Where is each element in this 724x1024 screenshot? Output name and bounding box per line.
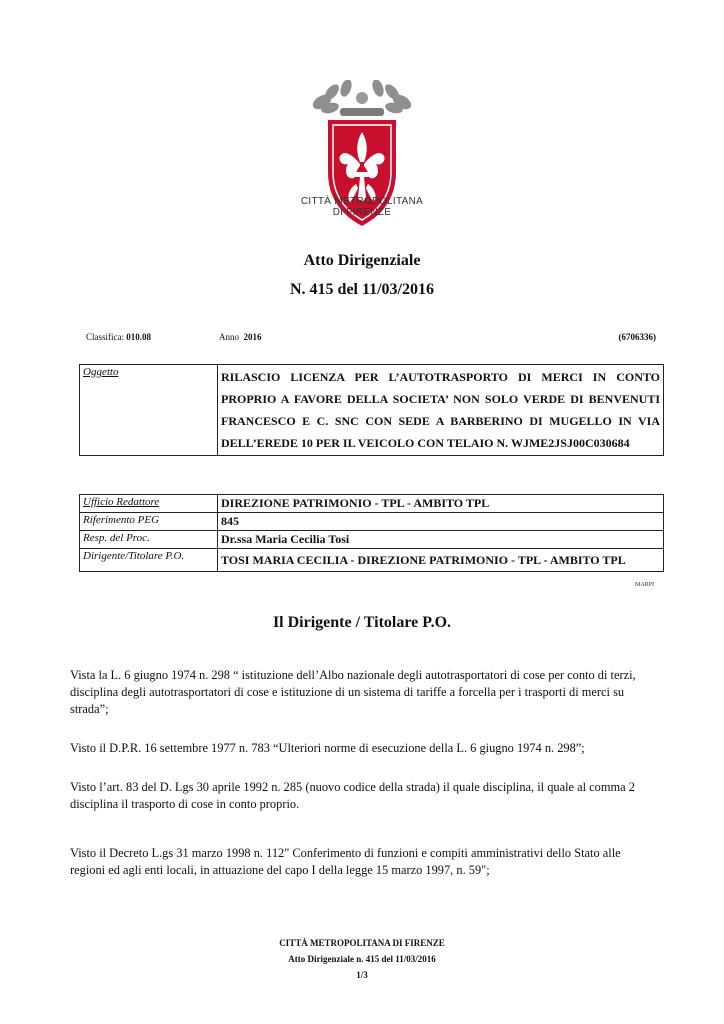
info-label: Riferimento PEG: [80, 513, 218, 531]
info-label: Dirigente/Titolare P.O.: [80, 549, 218, 572]
footer-org: CITTÀ METROPOLITANA DI FIRENZE: [279, 938, 445, 948]
table-row: [80, 513, 664, 531]
classifica-label: Classifica:: [86, 332, 124, 342]
info-label: Ufficio Redattore: [80, 495, 218, 513]
info-label: Resp. del Proc.: [80, 531, 218, 549]
oggetto-text: RILASCIO LICENZA PER L’AUTOTRASPORTO DI MERCI IN CONTO PROPRIO A FAVORE DELLA SOCIETA’ NON SOLO VERDE DI BENVENUTI FRANCESCO E C. SNC CON SEDE A BARBERINO DI MUGELLO IN VIA DELL’EREDE 10 PER IL VEICOLO CON TELAIO N. WJME2JSJ00C030684: [218, 365, 664, 456]
anno: [219, 332, 262, 342]
page-number: 1/3: [356, 970, 368, 980]
marpi-tag: MARPI: [634, 582, 654, 588]
document-title: Atto Dirigenziale: [303, 252, 421, 269]
classifica: [86, 332, 151, 342]
oggetto-label: Oggetto: [80, 365, 218, 456]
info-value: DIREZIONE PATRIMONIO - TPL - AMBITO TPL: [218, 495, 664, 513]
paragraph: Visto il D.P.R. 16 settembre 1977 n. 783 “Ulteriori norme di esecuzione della L. 6 giugno 1974 n. 298”;: [70, 741, 585, 755]
protocol-code: [560, 332, 656, 342]
section-heading: Il Dirigente / Titolare P.O.: [272, 614, 452, 631]
info-value: Dr.ssa Maria Cecilia Tosi: [218, 531, 664, 549]
table-row: [80, 531, 664, 549]
logo-caption-line2: DI FIRENZE: [332, 207, 392, 218]
document-number: N. 415 del 11/03/2016: [289, 281, 434, 298]
logo-caption-line1: CITTÀ METROPOLITANA: [300, 196, 424, 207]
anno-label: Anno: [219, 332, 239, 342]
table-row: [80, 549, 664, 572]
info-value: TOSI MARIA CECILIA - DIREZIONE PATRIMONIO - TPL - AMBITO TPL: [218, 549, 664, 572]
info-value: 845: [218, 513, 664, 531]
paragraph: Visto l’art. 83 del D. Lgs 30 aprile 1992 n. 285 (nuovo codice della strada) il quale disciplina, il quale al comma 2 disciplina il trasporto di cose in conto proprio.: [70, 780, 635, 811]
paragraph: Visto il Decreto L.gs 31 marzo 1998 n. 112" Conferimento di funzioni e compiti amministrativi dello Stato alle regioni ed agli enti locali, in attuazione del capo I della legge 15 marzo 1997, n. 59";: [70, 846, 621, 877]
table-row: [80, 365, 664, 456]
oggetto-table: [79, 364, 664, 456]
table-row: [80, 495, 664, 513]
anno-value: 2016: [243, 332, 262, 342]
paragraph: Vista la L. 6 giugno 1974 n. 298 “ istituzione dell’Albo nazionale degli autotrasportatori di cose per conto di terzi, disciplina degli autotrasportatori di cose e istituzione di un sistema di tariffe a forcella per i trasporti di merci su strada”;: [70, 668, 636, 716]
protocol-code-value: (6706336): [618, 332, 656, 342]
classifica-value: 010.08: [126, 332, 151, 342]
info-table: [79, 494, 664, 572]
footer-doc-ref: Atto Dirigenziale n. 415 del 11/03/2016: [288, 954, 436, 964]
